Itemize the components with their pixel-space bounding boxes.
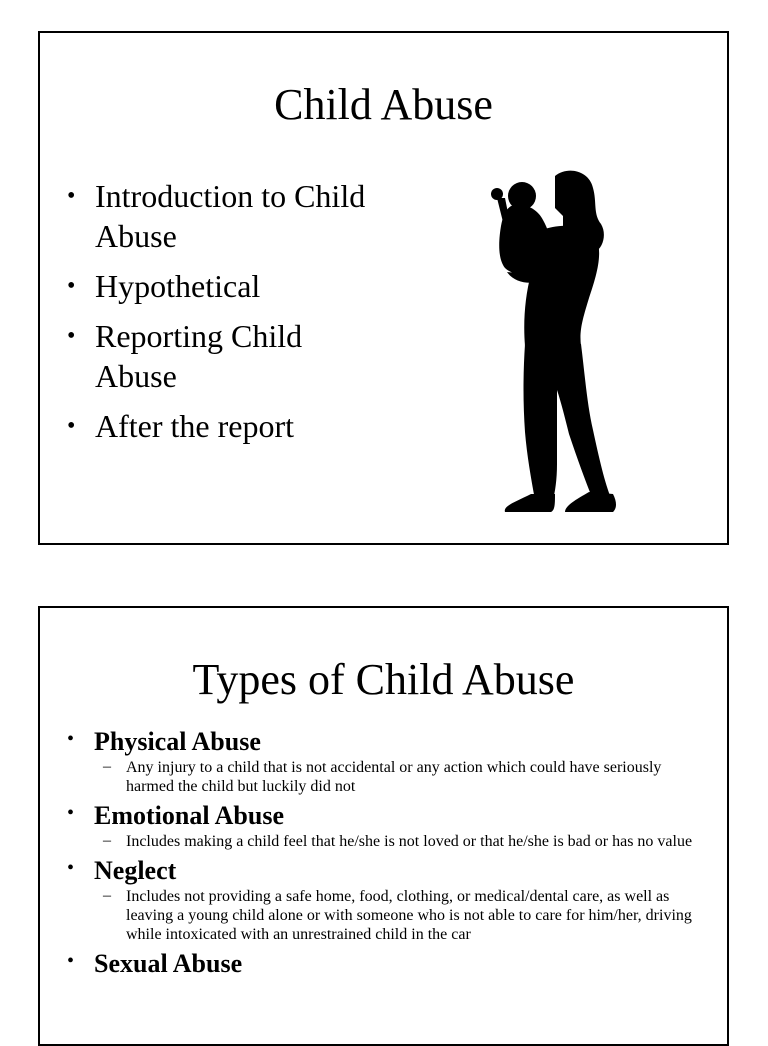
dash-icon: –: [103, 758, 111, 775]
abuse-type-detail-text: Includes not providing a safe home, food, clothing, or medical/dental care, as well as leaving a young child alone or with someone who is not able to care for him/her, driving while intoxicated with an unrestrained child in the car: [126, 888, 692, 943]
bullet-text: Introduction to Child Abuse: [95, 178, 366, 254]
bullet-item: [67, 316, 367, 396]
bullet-item: [67, 176, 367, 256]
abuse-type-heading: Sexual Abuse: [94, 949, 243, 978]
bullet-text: After the report: [95, 408, 295, 444]
abuse-type-heading: Physical Abuse: [94, 727, 261, 756]
abuse-type-detail-text: Any injury to a child that is not accidental or any action which could have seriously harmed the child but luckily did not: [126, 759, 662, 795]
slide-1-bullet-list: [67, 176, 367, 456]
abuse-type-detail: [94, 832, 703, 851]
slide-2: [38, 606, 729, 1046]
bullet-icon: •: [67, 413, 76, 439]
bullet-item: [67, 266, 367, 306]
abuse-type-detail: [94, 758, 703, 796]
abuse-type-item: [67, 800, 707, 851]
slide-2-bullet-list: [67, 726, 707, 984]
bullet-item: [67, 406, 367, 446]
slide-2-title: Types of Child Abuse: [192, 655, 575, 704]
slide-1-title: Child Abuse: [274, 80, 493, 129]
bullet-icon: •: [67, 728, 75, 750]
abuse-type-detail: [94, 887, 703, 944]
bullet-icon: •: [67, 857, 75, 879]
dash-icon: –: [103, 887, 111, 904]
dash-icon: –: [103, 832, 111, 849]
abuse-type-item: [67, 726, 707, 796]
abuse-type-heading: Emotional Abuse: [94, 801, 284, 830]
bullet-icon: •: [67, 273, 76, 299]
abuse-type-item: [67, 948, 707, 980]
bullet-icon: •: [67, 183, 76, 209]
abuse-type-heading: Neglect: [94, 856, 177, 885]
bullet-icon: •: [67, 802, 75, 824]
mother-holding-baby-silhouette-icon: [485, 168, 620, 513]
bullet-icon: •: [67, 950, 75, 972]
abuse-type-detail-text: Includes making a child feel that he/she is not loved or that he/she is bad or has no value: [126, 833, 693, 850]
slide-1: [38, 31, 729, 545]
bullet-text: Reporting Child Abuse: [95, 318, 303, 394]
bullet-icon: •: [67, 323, 76, 349]
abuse-type-item: [67, 855, 707, 944]
bullet-text: Hypothetical: [95, 268, 261, 304]
